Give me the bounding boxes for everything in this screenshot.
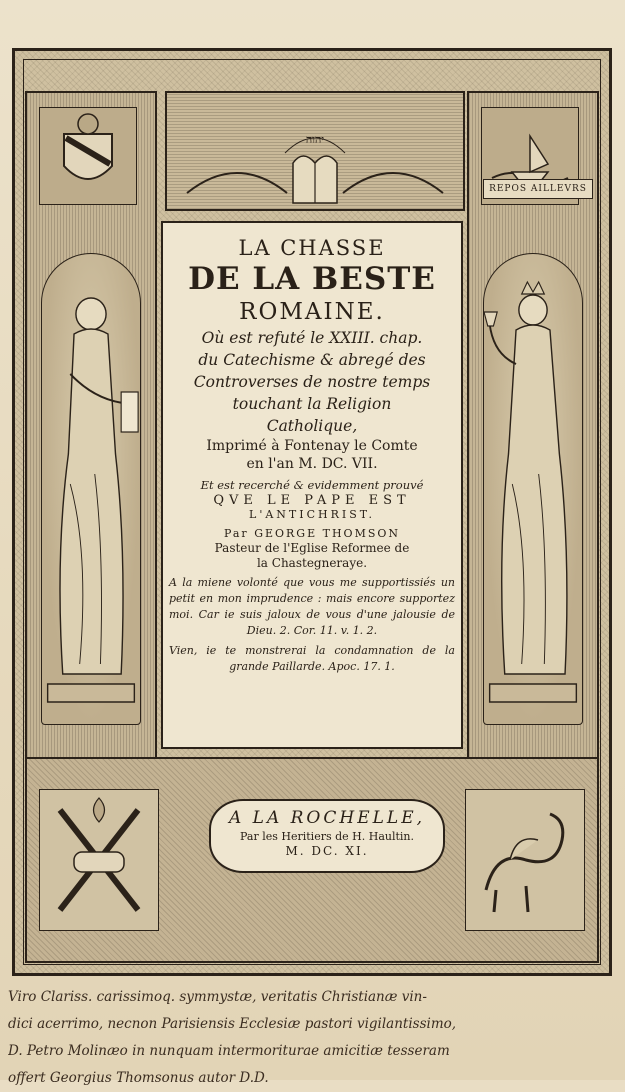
- author-role-line: la Chastegneraye.: [256, 556, 368, 570]
- inscription-line: D. Petro Molinæo in nunquam intermoriturae amicitiæ tesseram: [8, 1043, 450, 1059]
- subtitle-line: du Catechisme & abregé des: [198, 351, 426, 369]
- left-niche: [41, 253, 141, 725]
- right-niche: [483, 253, 583, 725]
- motto-banner: REPOS AILLEVRS: [483, 179, 593, 199]
- thesis-line-1: QVE LE PAPE EST: [213, 493, 411, 508]
- subtitle-line: Controverses de nostre temps: [193, 373, 431, 391]
- dragon-emblem: [465, 789, 585, 931]
- author-line: Par GEORGE THOMSON: [223, 527, 401, 540]
- left-pillar: [25, 91, 157, 811]
- thesis-line-2: L'ANTICHRIST.: [249, 508, 375, 521]
- imprint-place: A LA ROCHELLE,: [228, 808, 426, 828]
- imprint-year: M. DC. XI.: [285, 844, 369, 858]
- title-line-2: DE LA BESTE: [188, 261, 436, 297]
- handwritten-inscription: [8, 984, 618, 1092]
- imprint-printer: Par les Heritiers de H. Haultin.: [239, 830, 415, 843]
- subtitle-line: Catholique,: [266, 417, 358, 435]
- engraved-border: [12, 48, 612, 976]
- inscription-line: dici acerrimo, necnon Parisiensis Ecclesiæ pastori vigilantissimo,: [8, 1016, 457, 1032]
- title-line-3: ROMAINE.: [239, 299, 385, 325]
- author-role-line: Pasteur de l'Eglise Reformee de: [214, 541, 410, 555]
- title-tablet: [161, 221, 463, 749]
- inscription-line: Viro Clariss. carissimoq. symmystæ, veritatis Christianæ vin-: [8, 989, 427, 1005]
- imprint-band: [25, 757, 599, 963]
- title-line-1: LA CHASSE: [238, 236, 386, 260]
- inscription-line: offert Georgius Thomsonus autor D.D.: [8, 1070, 269, 1086]
- dragon-icon: [466, 790, 584, 930]
- coat-of-arms: [39, 107, 137, 205]
- shield-icon: [40, 108, 136, 204]
- clasped-hands-icon: [40, 790, 158, 930]
- allegory-figure-right-icon: [484, 254, 582, 724]
- anchor-cross-emblem: [39, 789, 159, 931]
- tablets-of-law-panel: [165, 91, 465, 211]
- subtitle-line: touchant la Religion: [232, 395, 392, 413]
- epigraph-corinthians: A la miene volonté que vous me supportissiés un petit en mon imprudence : mais encore supportez moi. Car ie suis jaloux de vous d'une jalousie de Dieu. 2. Cor. 11. v. 1. 2.: [169, 576, 455, 637]
- motto-holder: [469, 221, 597, 239]
- imprint-line: Imprimé à Fontenay le Comte: [206, 438, 418, 454]
- allegory-figure-left-icon: [42, 254, 140, 724]
- subtitle-line: Où est refuté le XXIII. chap.: [201, 329, 423, 347]
- proof-line: Et est recerché & evidemment prouvé: [200, 478, 424, 492]
- imprint-cartouche: [209, 799, 445, 873]
- tablets-icon: [167, 93, 463, 209]
- imprint-line: en l'an M. DC. VII.: [246, 456, 378, 472]
- tetragrammaton: יהוה: [305, 133, 325, 146]
- epigraph-apocalypse: Vien, ie te monstrerai la condamnation de la grande Paillarde. Apoc. 17. 1.: [169, 644, 455, 673]
- right-pillar: [467, 91, 599, 811]
